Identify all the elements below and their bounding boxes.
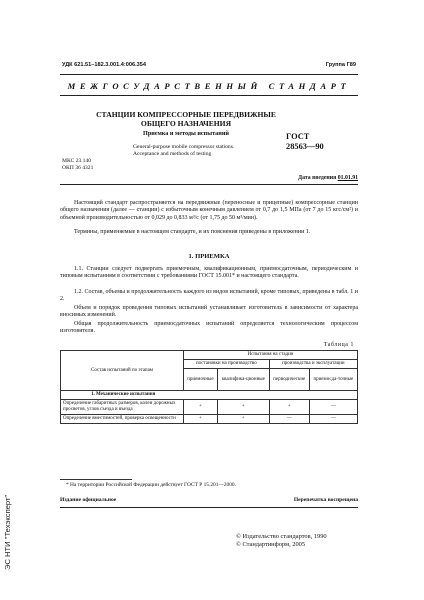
intro-paragraph-1: Настоящий стандарт распространяется на передвижные (переносные и прицепные) компрессорные станции общего назначения (далее — станции) с избыточным конечным давлением от 0,7 до 1,5 МПа (от 7 до 15 кгс/см²) и объемной производительностью от 0,029 до 0,833 м³/с (от 1,75 до 50 м³/мин). — [60, 200, 358, 221]
group-code: Группа Г89 — [325, 62, 356, 68]
col-header-stage: Состав испытаний по этапам — [61, 351, 184, 391]
clause-1-2-c: Общая продолжительность приемосдаточных испытаний определяется технологическим процессом изготовителя. — [60, 321, 358, 335]
row-cell: — — [309, 415, 357, 424]
row-cell: — — [269, 415, 309, 424]
reprint-prohibited: Перепечатка воспрещена — [293, 497, 358, 503]
english-title — [133, 144, 234, 159]
clause-1-1: 1.1. Станции следует подвергать приемочным, квалификационным, приемосдаточным, периодическим и типовым испытаниям в соответствии с требованиями ГОСТ 15.001* и настоящего стандарта. — [60, 266, 358, 280]
okp-code: ОКП 36 4321 — [62, 165, 94, 172]
row-cell: + — [184, 400, 218, 415]
top-rule — [60, 74, 358, 75]
copyright-2: © Стандартинформ, 2005 — [236, 541, 306, 548]
col-header-production: постановки на производство — [184, 360, 270, 369]
col-header-tests: Испытания на стадии — [184, 351, 358, 360]
date-rule — [60, 184, 358, 185]
gost-label: ГОСТ — [286, 132, 310, 141]
document-title — [96, 110, 276, 128]
udk-code: УДК 621.51–182.3.001.4:006.354 — [62, 62, 147, 68]
title-line-2: ОБЩЕГО НАЗНАЧЕНИЯ — [140, 119, 232, 128]
clause-1-2-b: Объем и порядок проведения типовых испытаний устанавливает изготовитель в зависимости от характера вносимых изменений. — [60, 305, 358, 319]
clause-1-2: 1.2. Состав, объемы и продолжительность каждого из видов испытаний, кроме типовых, приведены в табл. 1 и 2. — [60, 289, 358, 303]
introduction-date — [298, 175, 358, 181]
row-cell: — — [309, 400, 357, 415]
title-line-1: СТАНЦИИ КОМПРЕССОРНЫЕ ПЕРЕДВИЖНЫЕ — [96, 110, 276, 119]
copyright-1: © Издательство стандартов, 1990 — [236, 533, 327, 540]
date-value: 01.01.91 — [337, 175, 358, 181]
row-cell: + — [269, 400, 309, 415]
col-header-manufacture: производства и эксплуатации — [269, 360, 357, 369]
footnote-rule — [60, 479, 132, 480]
tests-table — [60, 350, 358, 424]
footnote: * На территории Российской Федерации действует ГОСТ Р 15.201—2000. — [66, 482, 236, 488]
official-edition: Издание официальное — [60, 497, 117, 503]
row-test-name: Определение вместимостей, проверка освещенности — [61, 415, 184, 424]
publication-rule — [60, 507, 358, 508]
gost-number: 28563—90 — [286, 142, 324, 151]
col-header-handover: приемосда-точные — [309, 369, 357, 391]
mks-code: МКС 23.140 — [62, 158, 92, 164]
banner-rule — [60, 95, 358, 96]
row-cell: + — [217, 415, 269, 424]
table-row — [61, 400, 358, 415]
section-1-heading: 1. ПРИЕМКА — [188, 253, 230, 260]
english-title-2: Acceptance and methods of testing — [133, 151, 212, 158]
vertical-stamp: ЭС НТИ "Техэксперт" — [3, 494, 12, 570]
table-caption: Таблица 1 — [323, 342, 354, 348]
row-cell: + — [217, 400, 269, 415]
col-header-acceptance: приемочные — [184, 369, 218, 391]
standard-banner: МЕЖГОСУДАРСТВЕННЫЙ СТАНДАРТ — [67, 81, 351, 91]
row-test-name: Определение габаритных размеров, колеи дорожных просветов, углов съезда и въезда — [61, 400, 184, 415]
classification-codes — [62, 158, 93, 173]
table-section-row: 1. Механические испытания — [61, 391, 358, 400]
gost-designation — [286, 132, 324, 152]
intro-paragraph-2: Термины, применяемые в настоящем стандарте, и их пояснения приведены в приложении 1. — [74, 229, 311, 235]
table-row — [61, 415, 358, 424]
row-cell: + — [184, 415, 218, 424]
english-title-1: General-purpose mobile compressor stations. — [133, 144, 235, 150]
document-subtitle: Приемка и методы испытаний — [143, 130, 229, 137]
col-header-periodic: периодические — [269, 369, 309, 391]
col-header-qualification: квалифика-ционные — [217, 369, 269, 391]
date-label: Дата введения — [298, 175, 337, 181]
copyright-block — [236, 533, 358, 549]
